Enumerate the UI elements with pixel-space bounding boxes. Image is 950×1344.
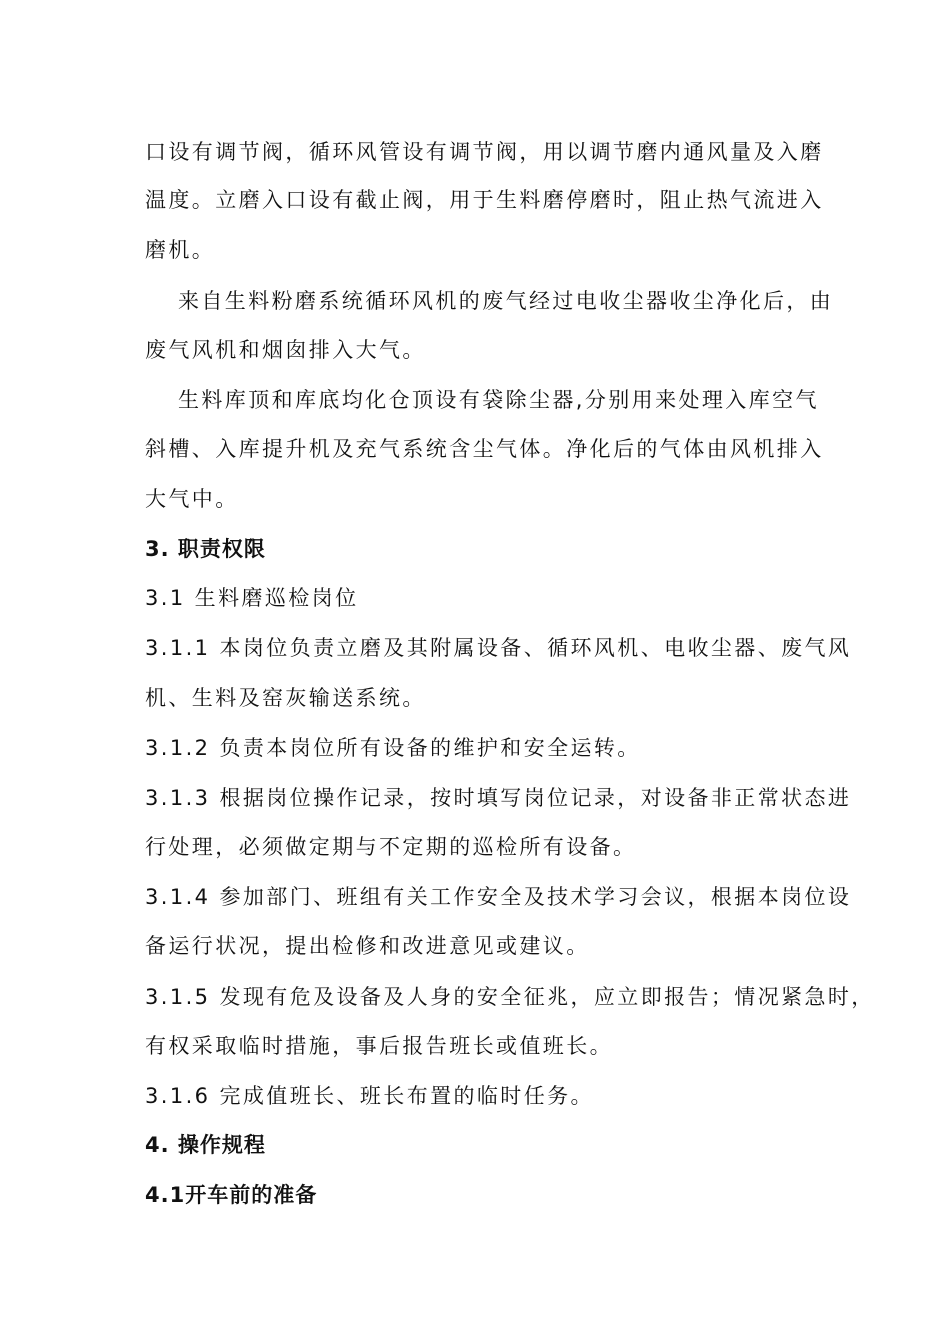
paragraph-line: 斜槽、入库提升机及充气系统含尘气体。净化后的气体由风机排入 [145, 437, 824, 461]
paragraph-line: 生料库顶和库底均化仓顶设有袋除尘器,分别用来处理入库空气 [178, 388, 819, 412]
paragraph-line: 行处理，必须做定期与不定期的巡检所有设备。 [145, 835, 637, 859]
paragraph-line: 来自生料粉磨系统循环风机的废气经过电收尘器收尘净化后，由 [178, 289, 834, 313]
section-heading: 3. 职责权限 [145, 537, 266, 561]
list-item: 3.1.5 发现有危及设备及人身的安全征兆，应立即报告；情况紧急时， [145, 985, 875, 1009]
list-item: 3.1.2 负责本岗位所有设备的维护和安全运转。 [145, 736, 641, 760]
paragraph-line: 机、生料及窑灰输送系统。 [145, 686, 426, 710]
list-item: 3.1.4 参加部门、班组有关工作安全及技术学习会议，根据本岗位设 [145, 885, 852, 909]
paragraph-line: 大气中。 [145, 487, 239, 511]
list-item: 3.1.6 完成值班长、班长布置的临时任务。 [145, 1084, 594, 1108]
paragraph-line: 废气风机和烟囱排入大气。 [145, 338, 426, 362]
list-item: 3.1.1 本岗位负责立磨及其附属设备、循环风机、电收尘器、废气风 [145, 636, 852, 660]
section-heading: 4. 操作规程 [145, 1133, 266, 1157]
paragraph-line: 口设有调节阀，循环风管设有调节阀，用以调节磨内通风量及入磨 [145, 140, 824, 164]
list-item: 3.1.3 根据岗位操作记录，按时填写岗位记录，对设备非正常状态进 [145, 786, 852, 810]
subsection-heading: 4.1开车前的准备 [145, 1183, 318, 1207]
paragraph-line: 温度。立磨入口设有截止阀，用于生料磨停磨时，阻止热气流进入 [145, 188, 824, 212]
subsection-heading: 3.1 生料磨巡检岗位 [145, 586, 359, 610]
paragraph-line: 备运行状况，提出检修和改进意见或建议。 [145, 934, 590, 958]
paragraph-line: 有权采取临时措施，事后报告班长或值班长。 [145, 1034, 613, 1058]
paragraph-line: 磨机。 [145, 238, 216, 262]
